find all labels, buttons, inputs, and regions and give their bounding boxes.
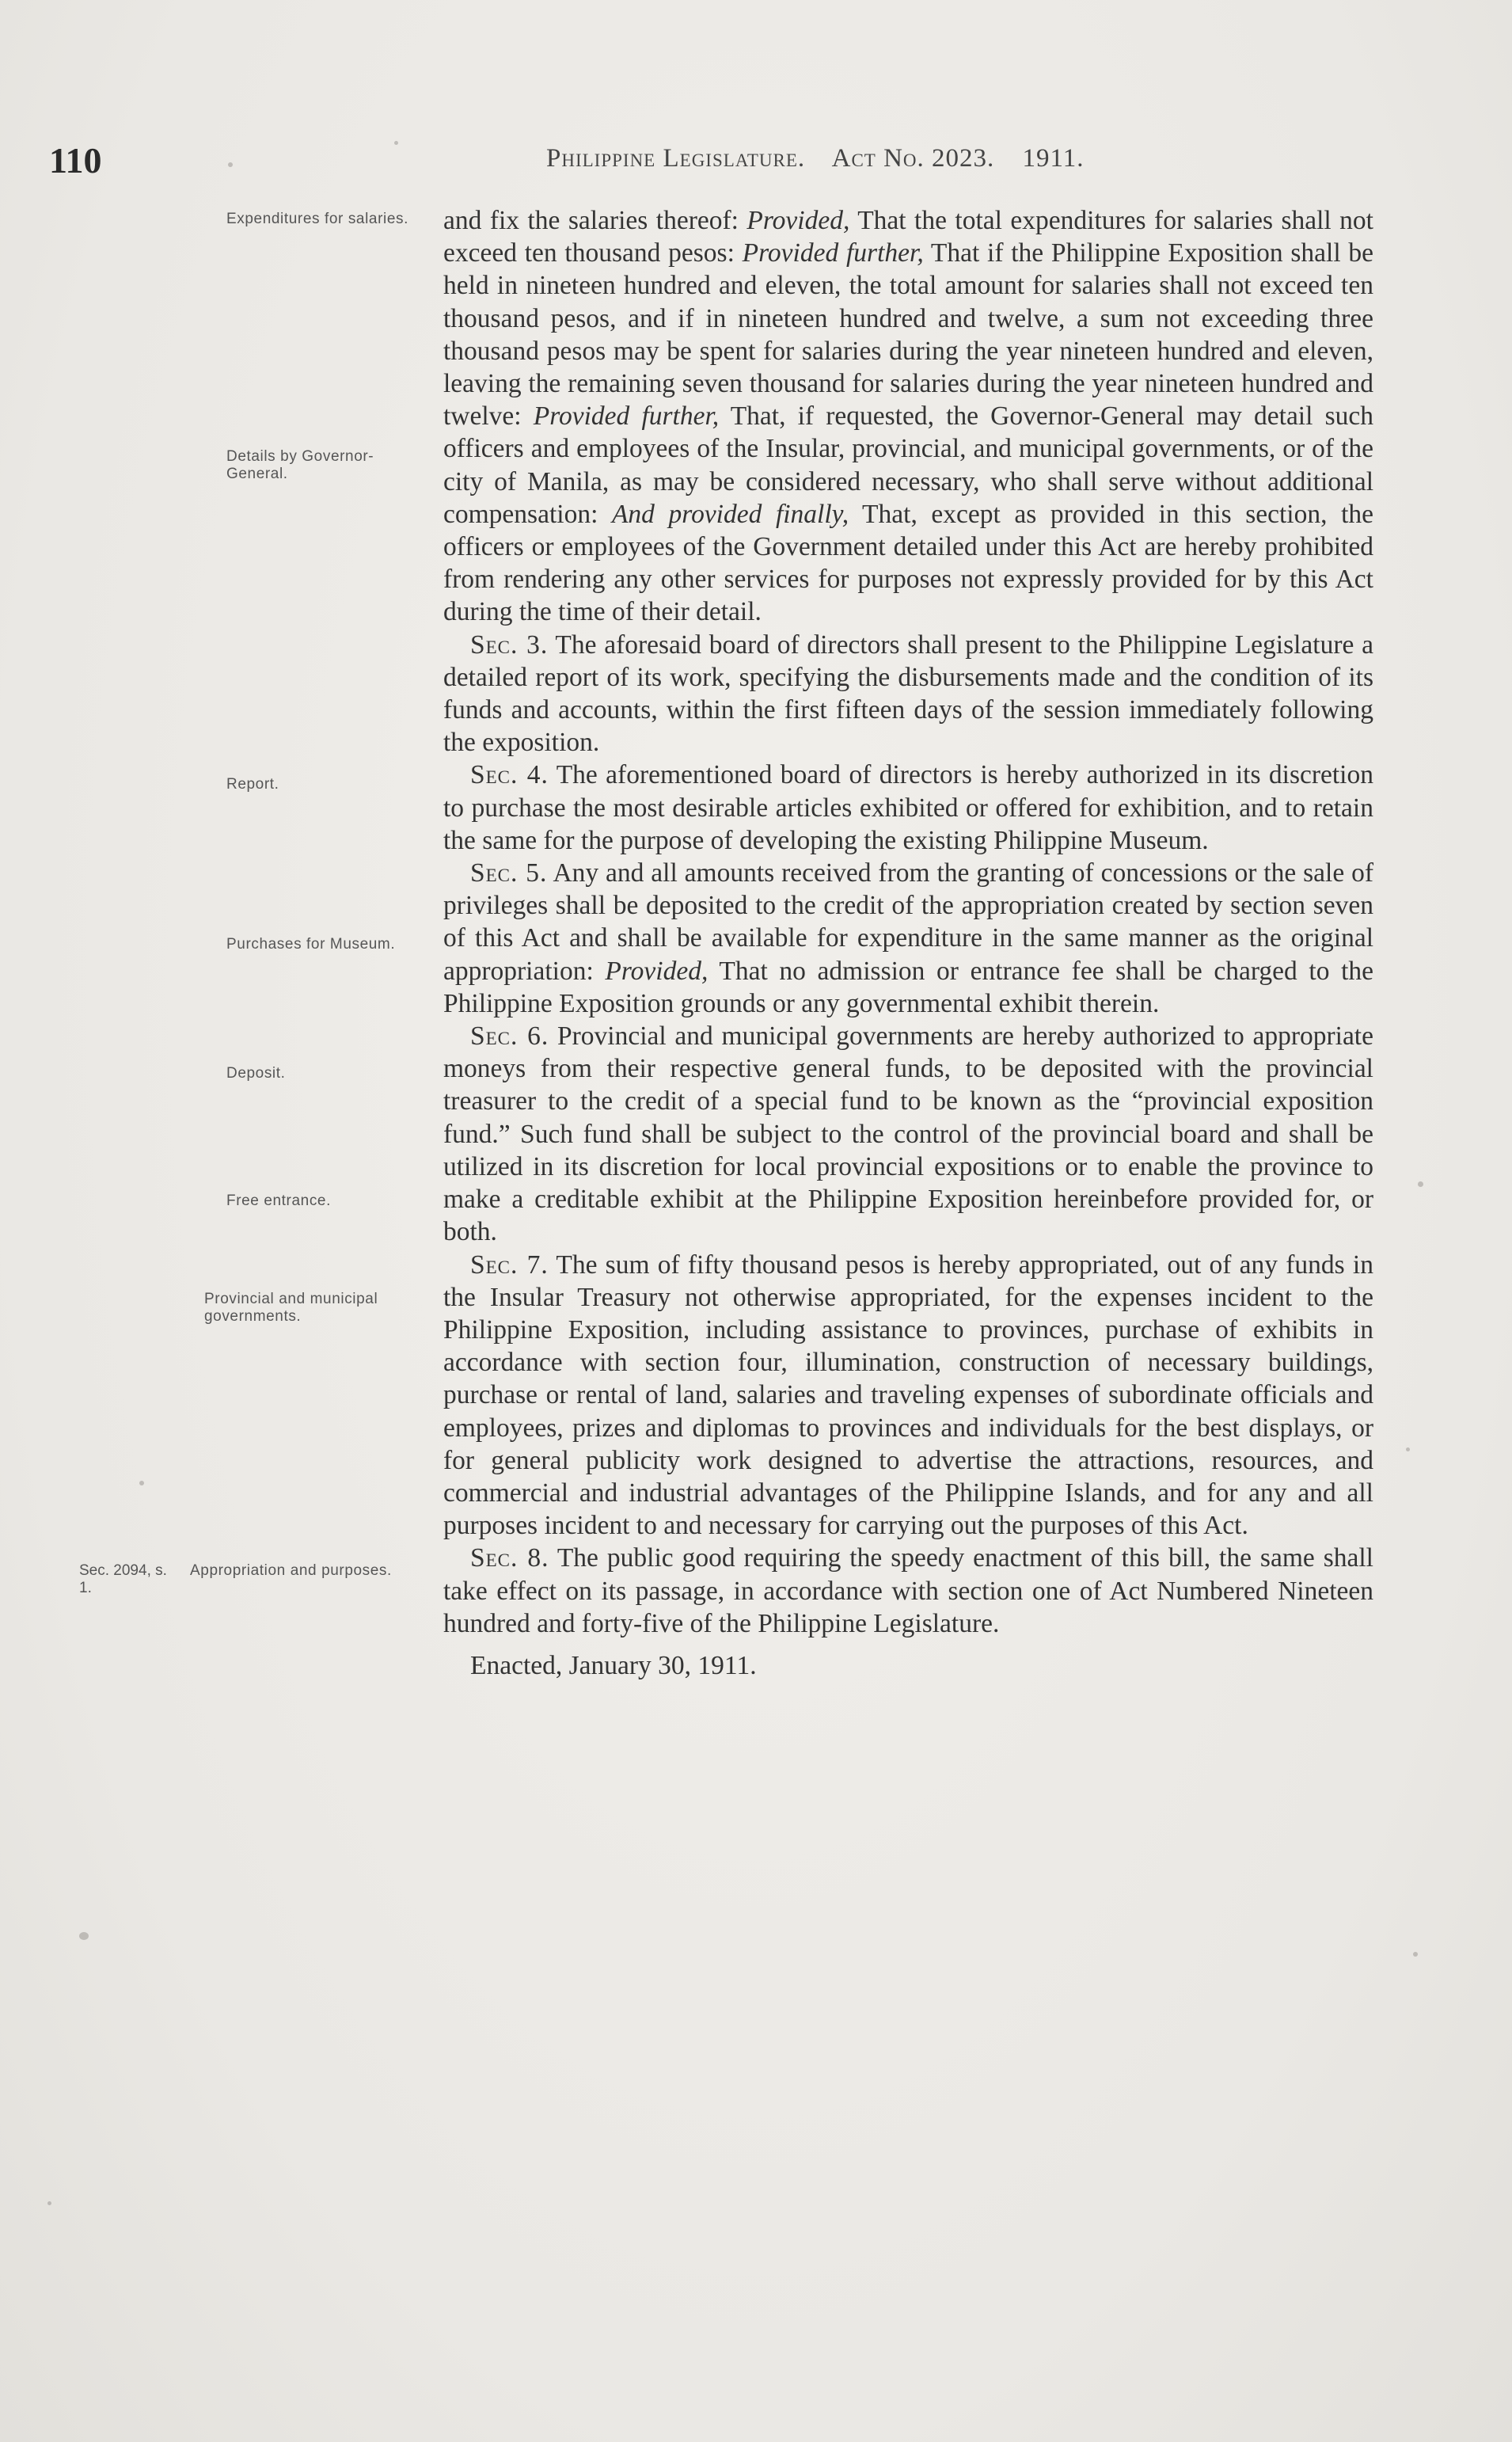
scan-speck: [394, 141, 398, 145]
enacted-date: Enacted, January 30, 1911.: [470, 1650, 757, 1680]
text-run-italic: And provided finally,: [611, 499, 849, 529]
section-4-text: The aforementioned board of directors is hereby authorized in its discretion to purchase the most desirable articles exhibited or offered for exhibition, and to retain the same for the purpose of developing the existing Philippine Museum.: [443, 760, 1373, 855]
margin-note-purchases: Purchases for Museum.: [226, 936, 396, 953]
running-head-act: Act No. 2023.: [831, 144, 995, 173]
scan-speck: [228, 162, 233, 167]
section-8-text: The public good requiring the speedy enactment of this bill, the same shall take effect on its passage, in accordance with section one of Act Numbered Nineteen hundred and forty-five of the Philippine Legislature.: [443, 1543, 1373, 1638]
margin-note-free-entrance: Free entrance.: [226, 1192, 331, 1209]
margin-note-details: Details by Governor-General.: [226, 448, 374, 482]
section-6-text: Provincial and municipal governments are hereby authorized to appropriate moneys from their respective general funds, to be deposited with the provincial treasurer to the credit of a special fund to be known as the “provincial exposition fund.” Such fund shall be subject to the control of the provincial board and shall be utilized in its discretion for local provincial expositions or to enable the province to make a creditable exhibit at the Philippine Exposition hereinbefore provided for, or both.: [443, 1021, 1373, 1247]
paragraph-salaries-and-details: [443, 204, 1373, 629]
section-7-text: The sum of fifty thousand pesos is hereby appropriated, out of any funds in the Insular Treasury not otherwise appropriated, for the expenses incident to the Philippine Exposition, including assistance to provinces, purchase of exhibits in accordance with section four, illumination, construction of necessary buildings, purchase or rental of land, salaries and traveling expenses of subordinate officials and employees, prizes and diplomas to provinces and individuals for the best displays, or for general publicity work designed to advertise the attractions, resources, and commercial and industrial advantages of the Philippine Islands, and for any and all purposes incident to and necessary for carrying out the purposes of this Act.: [443, 1250, 1373, 1541]
section-5-text: Any and all amounts received from the granting of concessions or the sale of privileges shall be deposited to the credit of the appropriation created by section seven of this Act and shall be available for expenditure in the same manner as the original appropriation:: [443, 858, 1373, 986]
section-3-paragraph: [443, 629, 1373, 759]
section-3-label: Sec. 3.: [470, 630, 549, 660]
section-6-paragraph: [443, 1020, 1373, 1248]
section-8-paragraph: [443, 1542, 1373, 1640]
act-body-text: [443, 204, 1373, 1682]
text-run: That the total expenditures for salaries shall not exceed ten thousand pesos:: [443, 206, 1373, 268]
section-5-label: Sec. 5.: [470, 858, 548, 888]
section-3-text: The aforesaid board of directors shall present to the Philippine Legislature a detailed report of its work, specifying the disbursements made and the condition of its funds and accounts, within the first fifteen days of the session immediately following the exposition.: [443, 630, 1373, 758]
margin-note-expenditures: Expenditures for salaries.: [226, 211, 408, 227]
margin-note-section-reference: Sec. 2094, s. 1.: [79, 1562, 167, 1596]
text-run-italic: Provided further,: [533, 401, 720, 432]
scan-speck: [79, 1932, 89, 1940]
scan-speck: [47, 2201, 51, 2205]
text-run: and fix the salaries thereof:: [443, 206, 747, 235]
running-head: [546, 144, 1105, 173]
text-run: That, if requested, the Governor-General may detail such officers and employees of the Insular, provincial, and municipal governments, or of the city of Manila, as may be considered necessary, who shall serve without additional compensation:: [443, 401, 1373, 529]
scan-speck: [1406, 1447, 1410, 1451]
scan-speck: [1413, 1952, 1418, 1957]
scan-speck: [139, 1481, 144, 1485]
text-run: That if the Philippine Exposition shall be held in nineteen hundred and eleven, the total amount for salaries shall not exceed ten thousand pesos, and if in nineteen hundred and twelve, a sum not exceeding three thousand pesos may be spent for salaries during the year nineteen hundred and eleven, leaving the remaining seven thousand for salaries during the year nineteen hundred and twelve:: [443, 238, 1374, 432]
section-7-paragraph: [443, 1249, 1373, 1542]
section-4-label: Sec. 4.: [470, 760, 549, 790]
section-6-label: Sec. 6.: [470, 1021, 549, 1052]
margin-note-provincial: Provincial and municipal governments.: [204, 1291, 378, 1325]
scan-speck: [1418, 1181, 1423, 1187]
margin-note-report: Report.: [226, 776, 279, 793]
text-run-italic: Provided,: [605, 956, 709, 986]
section-5-paragraph: [443, 857, 1373, 1020]
margin-note-appropriation: Appropriation and purposes.: [190, 1562, 392, 1579]
section-5-text-cont: That no admission or entrance fee shall be charged to the Philippine Exposition grounds or any governmental exhibit therein.: [443, 956, 1374, 1018]
margin-note-deposit: Deposit.: [226, 1065, 286, 1082]
text-run-italic: Provided,: [747, 206, 850, 235]
section-7-label: Sec. 7.: [470, 1250, 549, 1280]
section-4-paragraph: [443, 759, 1373, 857]
running-head-title: Philippine Legislature.: [546, 144, 806, 173]
text-run-italic: Provided further,: [742, 238, 924, 268]
section-8-label: Sec. 8.: [470, 1543, 549, 1573]
text-run: That, except as provided in this section, the officers or employees of the Government detailed under this Act are hereby prohibited from rendering any other services for purposes not expressly provided for by this Act during the time of their detail.: [443, 499, 1373, 627]
page-number: 110: [49, 140, 102, 181]
running-head-year: 1911.: [1022, 144, 1085, 173]
